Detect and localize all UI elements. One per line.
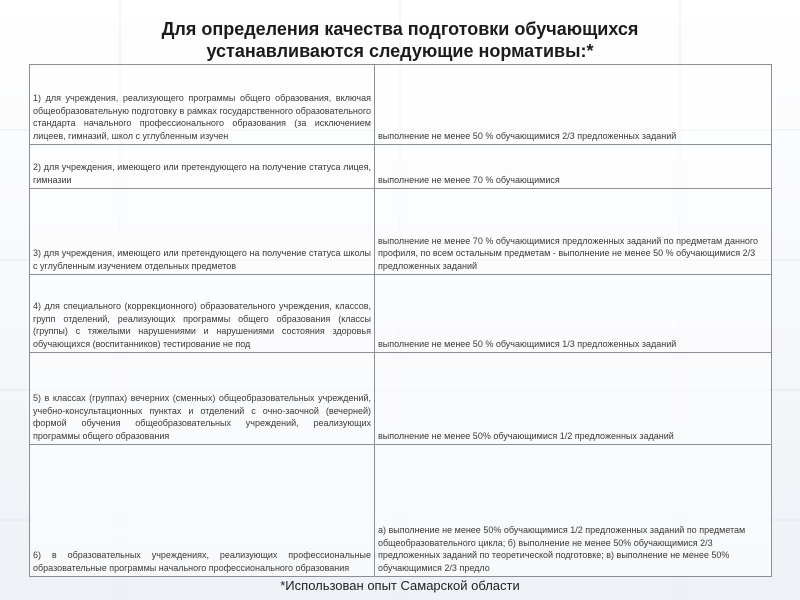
norms-table: [29, 64, 772, 577]
norm-cell: выполнение не менее 70 % обучающимися: [375, 145, 772, 189]
institution-type-cell: 6) в образовательных учреждениях, реализующих профессиональные образовательные программы начального профессионального образования: [30, 445, 375, 577]
norm-cell: выполнение не менее 50 % обучающимися 1/3 предложенных заданий: [375, 275, 772, 353]
norm-cell: выполнение не менее 50% обучающимися 1/2 предложенных заданий: [375, 353, 772, 445]
table-row: [30, 353, 772, 445]
institution-type-cell: 2) для учреждения, имеющего или претендующего на получение статуса лицея, гимназии: [30, 145, 375, 189]
table-row: [30, 189, 772, 275]
slide-title-line-1: Для определения качества подготовки обучающихся: [161, 19, 639, 39]
institution-type-cell: 3) для учреждения, имеющего или претендующего на получение статуса школы с углубленным изучением отдельных предметов: [30, 189, 375, 275]
table-row: [30, 445, 772, 577]
norm-cell: а) выполнение не менее 50% обучающимися 1/2 предложенных заданий по предметам общеобразовательного цикла; б) выполнение не менее 50% обучающимися 2/3 предложенных заданий по теоретической подготовке; в) выполнение не менее 50% обучающимися 2/3 предло: [375, 445, 772, 577]
norm-cell: выполнение не менее 70 % обучающимися предложенных заданий по предметам данного профиля, по всем остальным предметам - выполнение не менее 50 % обучающимися 2/3 предложенных заданий: [375, 189, 772, 275]
slide-title-line-2: устанавливаются следующие нормативы:*: [206, 41, 594, 61]
slide-title: [0, 18, 800, 62]
table-row: [30, 65, 772, 145]
table-row: [30, 275, 772, 353]
institution-type-cell: 5) в классах (группах) вечерних (сменных) общеобразовательных учреждений, учебно-консультационных пунктах и отделений с очно-заочной (вечерней) формой обучения общеобразовательных учреждений, реализующих программы общего образования: [30, 353, 375, 445]
source-footnote: *Использован опыт Самарской области: [280, 578, 520, 593]
institution-type-cell: 1) для учреждения, реализующего программы общего образования, включая общеобразовательную подготовку в рамках государственного образовательного стандарта начального профессионального образования (за исключением лицеев, гимназий, школ с углубленным изучен: [30, 65, 375, 145]
norm-cell: выполнение не менее 50 % обучающимися 2/3 предложенных заданий: [375, 65, 772, 145]
table-row: [30, 145, 772, 189]
institution-type-cell: 4) для специального (коррекционного) образовательного учреждения, классов, групп отделений, реализующих программы общего образования (классы (группы) с тяжелыми нарушениями и нарушениями состояния здоровья обучающихся (воспитанников) тестирование не под: [30, 275, 375, 353]
